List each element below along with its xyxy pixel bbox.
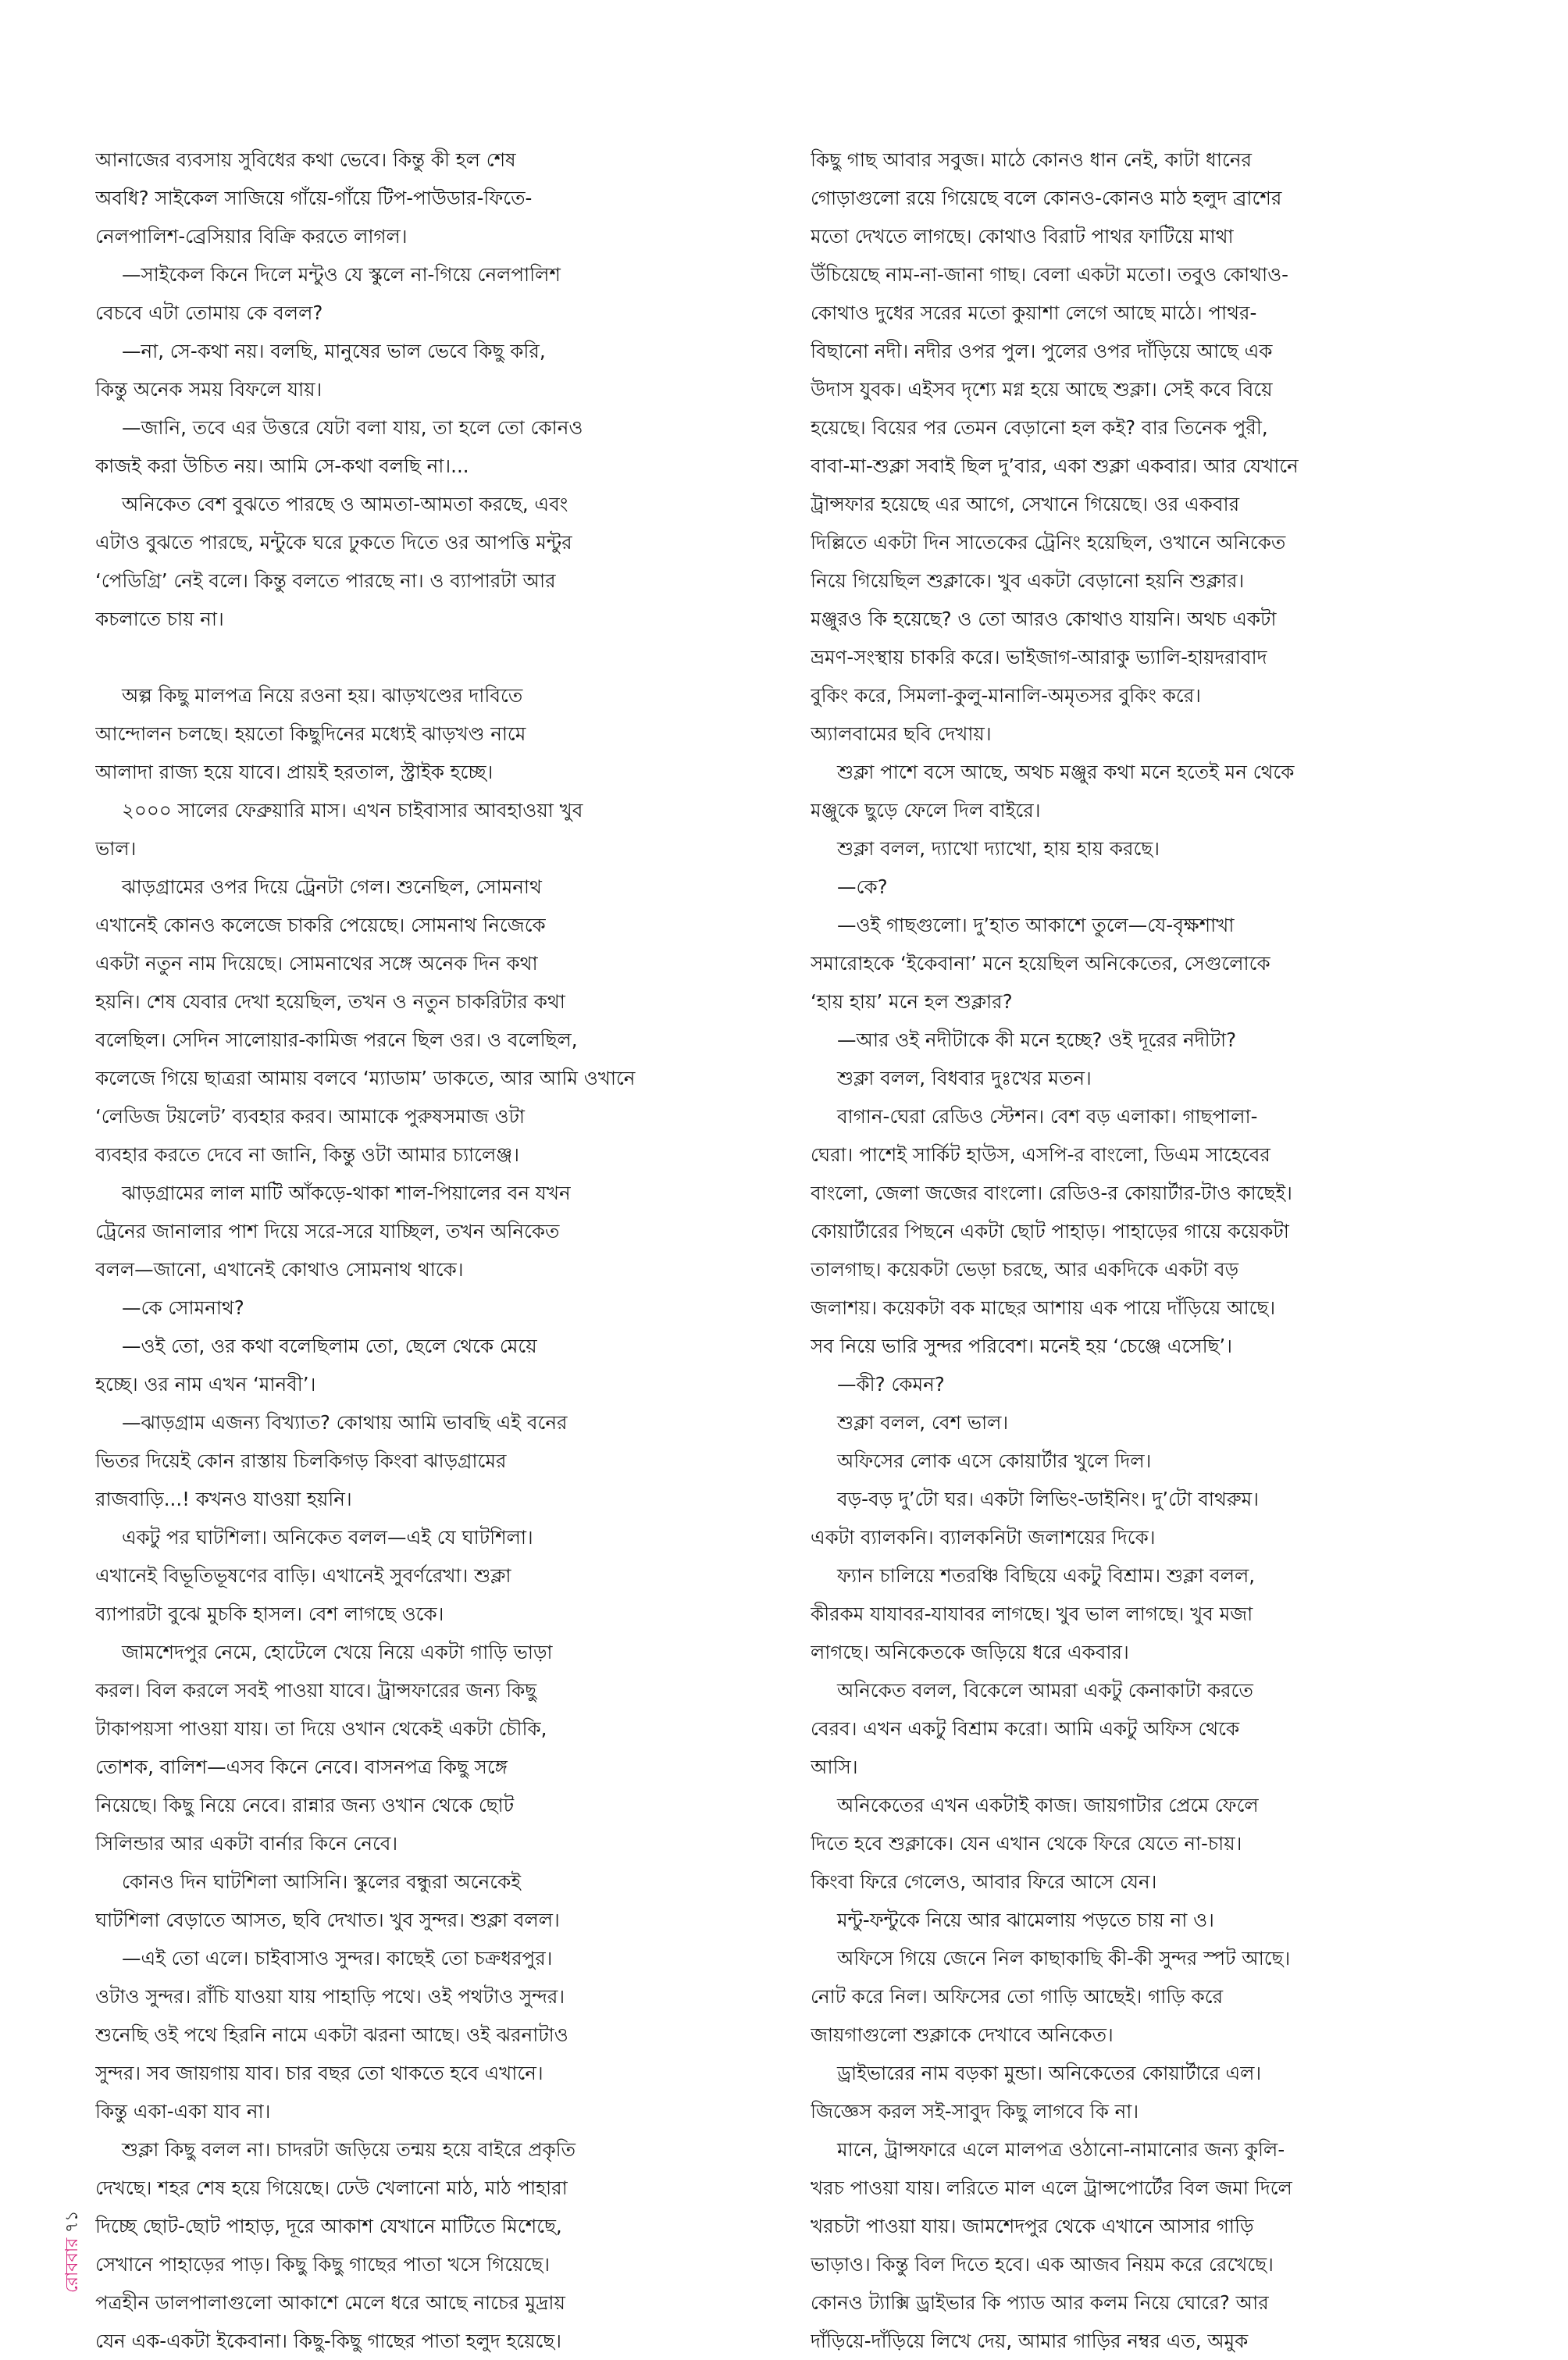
text-line: গোড়াগুলো রয়ে গিয়েছে বলে কোনও-কোনও মাঠ হলুদ ব্রাশের <box>811 187 1282 209</box>
page-number: ৭১ <box>62 2210 82 2233</box>
text-line: একটু পর ঘাটশিলা। অনিকেত বলল—এই যে ঘাটশিলা। <box>122 1526 533 1549</box>
text-line: কোনও ট্যাক্সি ড্রাইভার কি প্যাড আর কলম নিয়ে ঘোরে? আর <box>811 2291 1269 2314</box>
text-line: জলাশয়। কয়েকটা বক মাছের আশায় এক পায়ে দাঁড়িয়ে আছে। <box>811 1296 1276 1319</box>
text-line: কিংবা ফিরে গেলেও, আবার ফিরে আসে যেন। <box>811 1870 1157 1893</box>
text-line: ভাড়াও। কিন্তু বিল দিতে হবে। এক আজব নিয়ম করে রেখেছে। <box>811 2253 1274 2276</box>
text-line: শুক্লা কিছু বলল না। চাদরটা জড়িয়ে তন্ময় হয়ে বাইরে প্রকৃতি <box>122 2138 576 2161</box>
text-line: —না, সে-কথা নয়। বলছি, মানুষের ভাল ভেবে কিছু করি, <box>122 340 546 362</box>
text-line: কচলাতে চায় না। <box>95 608 224 630</box>
text-line: মঞ্জুকে ছুড়ে ফেলে দিল বাইরে। <box>811 799 1041 822</box>
text-line: কীরকম যাযাবর-যাযাবর লাগছে। খুব ভাল লাগছে। খুব মজা <box>811 1602 1253 1625</box>
text-line: বেরব। এখন একটু বিশ্রাম করো। আমি একটু অফিস থেকে <box>811 1717 1240 1740</box>
text-line: আসি। <box>811 1756 858 1778</box>
text-line: কোনও দিন ঘাটশিলা আসিনি। স্কুলের বন্ধুরা অনেকেই <box>122 1870 521 1893</box>
text-line: খরচ পাওয়া যায়। লরিতে মাল এলে ট্রান্সপোর্টের বিল জমা দিলে <box>811 2176 1292 2199</box>
text-line: সেখানে পাহাড়ের পাড়। কিছু কিছু গাছের পাতা খসে গিয়েছে। <box>95 2253 551 2276</box>
text-line: এখানেই বিভূতিভূষণের বাড়ি। এখানেই সুবর্ণরেখা। শুক্লা <box>95 1564 511 1587</box>
text-line: কিন্তু অনেক সময় বিফলে যায়। <box>95 378 323 401</box>
text-line: হয়নি। শেষ যেবার দেখা হয়েছিল, তখন ও নতুন চাকরিটার কথা <box>95 990 565 1013</box>
text-line: একটা ব্যালকনি। ব্যালকনিটা জলাশয়ের দিকে। <box>811 1526 1156 1549</box>
text-line: দাঁড়িয়ে-দাঁড়িয়ে লিখে দেয়, আমার গাড়ির নম্বর এত, অমুক <box>811 2330 1249 2352</box>
text-line: নেলপালিশ-ব্রেসিয়ার বিক্রি করতে লাগল। <box>95 225 408 248</box>
text-line: অনিকেত বেশ বুঝতে পারছে ও আমতা-আমতা করছে, এবং <box>122 493 568 515</box>
text-line: অনিকেতের এখন একটাই কাজ। জায়গাটার প্রেমে ফেলে <box>837 1794 1259 1816</box>
text-line: নিয়েছে। কিছু নিয়ে নেবে। রান্নার জন্য ওখান থেকে ছোট <box>95 1794 515 1816</box>
text-line: —ওই গাছগুলো। দু’হাত আকাশে তুলে—যে-বৃক্ষশাখা <box>837 914 1235 936</box>
text-line: একটা নতুন নাম দিয়েছে। সোমনাথের সঙ্গে অনেক দিন কথা <box>95 952 538 975</box>
text-line: —সাইকেল কিনে দিলে মন্টুও যে স্কুলে না-গিয়ে নেলপালিশ <box>122 263 561 286</box>
text-line: মঞ্জুরও কি হয়েছে? ও তো আরও কোথাও যায়নি। অথচ একটা <box>811 608 1277 630</box>
text-line: টাকাপয়সা পাওয়া যায়। তা দিয়ে ওখান থেকেই একটা চৌকি, <box>95 1717 547 1740</box>
text-line: কোথাও দুধের সরের মতো কুয়াশা লেগে আছে মাঠে। পাথর- <box>811 301 1257 324</box>
text-line: সুন্দর। সব জায়গায় যাব। চার বছর তো থাকতে হবে এখানে। <box>95 2062 543 2084</box>
text-line: শুনেছি ওই পথে হিরনি নামে একটা ঝরনা আছে। ওই ঝরনাটাও <box>95 2023 568 2046</box>
text-line: ‘পেডিগ্রি’ নেই বলে। কিন্তু বলতে পারছে না। ও ব্যাপারটা আর <box>95 569 556 592</box>
text-line: বাগান-ঘেরা রেডিও স্টেশন। বেশ বড় এলাকা। গাছপালা- <box>837 1105 1258 1128</box>
text-line: বেচবে এটা তোমায় কে বলল? <box>95 301 323 324</box>
text-line: অবধি? সাইকেল সাজিয়ে গাঁয়ে-গাঁয়ে টিপ-পাউডার-ফিতে- <box>95 187 533 209</box>
text-line: বাবা-মা-শুক্লা সবাই ছিল দু’বার, একা শুক্লা একবার। আর যেখানে <box>811 455 1299 477</box>
text-line: অফিসের লোক এসে কোয়ার্টার খুলে দিল। <box>837 1449 1152 1472</box>
text-line: মতো দেখতে লাগছে। কোথাও বিরাট পাথর ফাটিয়ে মাথা <box>811 225 1234 248</box>
text-line: রাজবাড়ি...! কখনও যাওয়া হয়নি। <box>95 1488 352 1510</box>
text-line: ভ্রমণ-সংস্থায় চাকরি করে। ভাইজাগ-আরাকু ভ্যালি-হায়দরাবাদ <box>811 646 1267 668</box>
text-line: মন্টু-ফন্টুকে নিয়ে আর ঝামেলায় পড়তে চায় না ও। <box>837 1909 1214 1931</box>
text-line: ট্রেনের জানালার পাশ দিয়ে সরে-সরে যাচ্ছিল, তখন অনিকেত <box>95 1220 560 1242</box>
text-line: ভাল। <box>95 837 137 860</box>
text-line: যেন এক-একটা ইকেবানা। কিছু-কিছু গাছের পাতা হলুদ হয়েছে। <box>95 2330 561 2352</box>
text-line: ২০০০ সালের ফেব্রুয়ারি মাস। এখন চাইবাসার আবহাওয়া খুব <box>122 799 583 822</box>
text-line: দিচ্ছে ছোট-ছোট পাহাড়, দূরে আকাশ যেখানে মাটিতে মিশেছে, <box>95 2215 562 2237</box>
text-line: বড়-বড় দু’টো ঘর। একটা লিভিং-ডাইনিং। দু’টো বাথরুম। <box>837 1488 1260 1510</box>
text-line: ঝাড়গ্রামের লাল মাটি আঁকড়ে-থাকা শাল-পিয়ালের বন যখন <box>122 1182 571 1204</box>
text-line: কোয়ার্টারের পিছনে একটা ছোট পাহাড়। পাহাড়ের গায়ে কয়েকটা <box>811 1220 1289 1242</box>
text-line: হচ্ছে। ওর নাম এখন ‘মানবী’। <box>95 1373 316 1396</box>
text-line: শুক্লা বলল, বিধবার দুঃখের মতন। <box>837 1067 1092 1089</box>
text-line: জিজ্ঞেস করল সই-সাবুদ কিছু লাগবে কি না। <box>811 2100 1139 2123</box>
left-text-column <box>95 141 750 2360</box>
text-line: ব্যবহার করতে দেবে না জানি, কিন্তু ওটা আমার চ্যালেঞ্জ। <box>95 1143 519 1166</box>
text-line: ‘হায় হায়’ মনে হল শুক্লার? <box>811 990 1013 1013</box>
text-line: ঘেরা। পাশেই সার্কিট হাউস, এসপি-র বাংলো, ডিএম সাহেবের <box>811 1143 1270 1166</box>
text-line: কিন্তু একা-একা যাব না। <box>95 2100 271 2123</box>
text-line: অল্প কিছু মালপত্র নিয়ে রওনা হয়। ঝাড়খণ্ডের দাবিতে <box>122 684 523 707</box>
text-line: সব নিয়ে ভারি সুন্দর পরিবেশ। মনেই হয় ‘চেঞ্জে এসেছি’। <box>811 1335 1232 1357</box>
text-line: দেখছে। শহর শেষ হয়ে গিয়েছে। ঢেউ খেলানো মাঠ, মাঠ পাহারা <box>95 2176 568 2199</box>
text-line: ভিতর দিয়েই কোন রাস্তায় চিলকিগড় কিংবা ঝাড়গ্রামের <box>95 1449 507 1472</box>
text-line: —ঝাড়গ্রাম এজন্য বিখ্যাত? কোথায় আমি ভাবছি এই বনের <box>122 1411 568 1434</box>
text-line: কলেজে গিয়ে ছাত্ররা আমায় বলবে ‘ম্যাডাম’ ডাকতে, আর আমি ওখানে <box>95 1067 636 1089</box>
text-line: অ্যালবামের ছবি দেখায়। <box>811 722 992 745</box>
text-line: তালগাছ। কয়েকটা ভেড়া চরছে, আর একদিকে একটা বড় <box>811 1258 1239 1281</box>
text-line: বুকিং করে, সিমলা-কুলু-মানালি-অমৃতসর বুকিং করে। <box>811 684 1201 707</box>
text-line: জামশেদপুর নেমে, হোটেলে খেয়ে নিয়ে একটা গাড়ি ভাড়া <box>122 1641 553 1663</box>
text-line: ট্রান্সফার হয়েছে এর আগে, সেখানে গিয়েছে। ওর একবার <box>811 493 1240 515</box>
text-line: বলল—জানো, এখানেই কোথাও সোমনাথ থাকে। <box>95 1258 464 1281</box>
text-line: উদাস যুবক। এইসব দৃশ্যে মগ্ন হয়ে আছে শুক্লা। সেই কবে বিয়ে <box>811 378 1273 401</box>
text-line: এখানেই কোনও কলেজে চাকরি পেয়েছে। সোমনাথ নিজেকে <box>95 914 546 936</box>
text-line: —ওই তো, ওর কথা বলেছিলাম তো, ছেলে থেকে মেয়ে <box>122 1335 537 1357</box>
text-line: —কে? <box>837 875 888 898</box>
text-line: লাগছে। অনিকেতকে জড়িয়ে ধরে একবার। <box>811 1641 1129 1663</box>
text-line: ড্রাইভারের নাম বড়কা মুন্ডা। অনিকেতের কোয়ার্টারে এল। <box>837 2062 1262 2084</box>
text-line: পত্রহীন ডালপালাগুলো আকাশে মেলে ধরে আছে নাচের মুদ্রায় <box>95 2291 565 2314</box>
text-line: —কে সোমনাথ? <box>122 1296 244 1319</box>
text-line: অফিসে গিয়ে জেনে নিল কাছাকাছি কী-কী সুন্দর স্পট আছে। <box>837 1947 1291 1970</box>
text-line: সমারোহকে ‘ইকেবানা’ মনে হয়েছিল অনিকেতের, সেগুলোকে <box>811 952 1270 975</box>
text-line: বলেছিল। সেদিন সালোয়ার-কামিজ পরনে ছিল ওর। ও বলেছিল, <box>95 1028 578 1051</box>
text-line: নিয়ে গিয়েছিল শুক্লাকে। খুব একটা বেড়ানো হয়নি শুক্লার। <box>811 569 1245 592</box>
text-line: হয়েছে। বিয়ের পর তেমন বেড়ানো হল কই? বার তিনেক পুরী, <box>811 416 1268 439</box>
text-line: বাংলো, জেলা জজের বাংলো। রেডিও-র কোয়ার্টার-টাও কাছেই। <box>811 1182 1292 1204</box>
text-line: ব্যাপারটা বুঝে মুচকি হাসল। বেশ লাগছে ওকে। <box>95 1602 444 1625</box>
magazine-name: রোববার <box>62 2237 82 2293</box>
text-line: জায়গাগুলো শুক্লাকে দেখাবে অনিকেত। <box>811 2023 1114 2046</box>
text-line: এটাও বুঝতে পারছে, মন্টুকে ঘরে ঢুকতে দিতে ওর আপত্তি মন্টুর <box>95 531 572 554</box>
text-line: আনাজের ব্যবসায় সুবিধের কথা ভেবে। কিন্তু কী হল শেষ <box>95 148 516 171</box>
text-line: শুক্লা বলল, বেশ ভাল। <box>837 1411 1009 1434</box>
page-footer <box>61 2199 92 2293</box>
text-line: তোশক, বালিশ—এসব কিনে নেবে। বাসনপত্র কিছু সঙ্গে <box>95 1756 508 1778</box>
text-line: —এই তো এলে। চাইবাসাও সুন্দর। কাছেই তো চক্রধরপুর। <box>122 1947 553 1970</box>
text-line: আলাদা রাজ্য হয়ে যাবে। প্রায়ই হরতাল, স্ট্রাইক হচ্ছে। <box>95 761 494 783</box>
right-text-column <box>811 141 1465 2360</box>
text-line: শুক্লা বলল, দ্যাখো দ্যাখো, হায় হায় করছে। <box>837 837 1160 860</box>
text-line: ফ্যান চালিয়ে শতরঞ্চি বিছিয়ে একটু বিশ্রাম। শুক্লা বলল, <box>837 1564 1256 1587</box>
text-line: —জানি, তবে এর উত্তরে যেটা বলা যায়, তা হলে তো কোনও <box>122 416 583 439</box>
text-line: ‘লেডিজ টয়লেট’ ব্যবহার করব। আমাকে পুরুষসমাজ ওটা <box>95 1105 526 1128</box>
text-line: ওটাও সুন্দর। রাঁচি যাওয়া যায় পাহাড়ি পথে। ওই পথটাও সুন্দর। <box>95 1985 565 2008</box>
text-line: —আর ওই নদীটাকে কী মনে হচ্ছে? ওই দূরের নদীটা? <box>837 1028 1237 1051</box>
text-line: করল। বিল করলে সবই পাওয়া যাবে। ট্রান্সফারের জন্য কিছু <box>95 1679 537 1702</box>
text-line: বিছানো নদী। নদীর ওপর পুল। পুলের ওপর দাঁড়িয়ে আছে এক <box>811 340 1273 362</box>
text-line: দিল্লিতে একটা দিন সাতেকের ট্রেনিং হয়েছিল, ওখানে অনিকেত <box>811 531 1286 554</box>
text-line: শুক্লা পাশে বসে আছে, অথচ মঞ্জুর কথা মনে হতেই মন থেকে <box>837 761 1295 783</box>
text-line: আন্দোলন চলছে। হয়তো কিছুদিনের মধ্যেই ঝাড়খণ্ড নামে <box>95 722 526 745</box>
text-line: খরচটা পাওয়া যায়। জামশেদপুর থেকে এখানে আসার গাড়ি <box>811 2215 1254 2237</box>
text-line: কাজই করা উচিত নয়। আমি সে-কথা বলছি না।... <box>95 455 469 477</box>
text-line: ঘাটশিলা বেড়াতে আসত, ছবি দেখাত। খুব সুন্দর। শুক্লা বলল। <box>95 1909 560 1931</box>
text-line: উঁচিয়েছে নাম-না-জানা গাছ। বেলা একটা মতো। তবুও কোথাও- <box>811 263 1289 286</box>
text-line: —কী? কেমন? <box>837 1373 945 1396</box>
text-line: দিতে হবে শুক্লাকে। যেন এখান থেকে ফিরে যেতে না-চায়। <box>811 1832 1242 1855</box>
text-line: সিলিন্ডার আর একটা বার্নার কিনে নেবে। <box>95 1832 398 1855</box>
text-line: কিছু গাছ আবার সবুজ। মাঠে কোনও ধান নেই, কাটা ধানের <box>811 148 1252 171</box>
text-line: মানে, ট্রান্সফারে এলে মালপত্র ওঠানো-নামানোর জন্য কুলি- <box>837 2138 1285 2161</box>
text-line: অনিকেত বলল, বিকেলে আমরা একটু কেনাকাটা করতে <box>837 1679 1253 1702</box>
text-line: নোট করে নিল। অফিসের তো গাড়ি আছেই। গাড়ি করে <box>811 1985 1224 2008</box>
text-line: ঝাড়গ্রামের ওপর দিয়ে ট্রেনটা গেল। শুনেছিল, সোমনাথ <box>122 875 542 898</box>
